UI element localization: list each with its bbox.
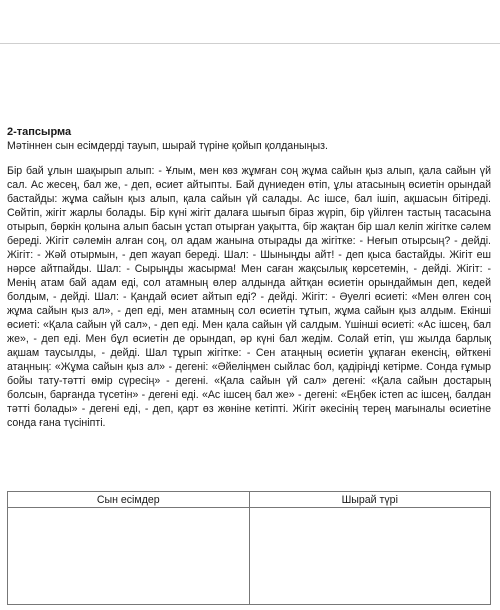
table-header-row [8,492,491,508]
task-instruction: Мәтіннен сын есімдерді тауып, шырай түріне қойып қолданыңыз. [7,140,328,152]
column-header-adjectives: Сын есімдер [8,492,250,508]
top-divider [0,43,500,44]
answer-table [7,491,491,605]
task-document [7,125,491,430]
table-answer-row [8,508,491,605]
degree-answer-cell[interactable] [249,508,491,605]
adjectives-answer-cell[interactable] [8,508,250,605]
task-title: 2-тапсырма [7,126,72,138]
story-text: Бір бай ұлын шақырып алып: - Ұлым, мен көз жұмған соң жұма сайын қыз алып, қала сайын үй сал. Ас жесең, бал же, - деп, өсиет айтыпты. Бай дүниеден өтіп, ұлы атасының өсиетін орындай бастайды: жұма сайын қыз алып, қала сайын үй салады. Ас ішсе, бал ішіп, ақшасын бітіреді. Сөйтіп, жігіт жарлы болады. Бір күні жігіт далаға шығып біраз жүріп, бір үйілген тастың тасасына отырып, бөркін қолына алып басын ұстап отырған уақытта, бір жақтан бір шал келіп жігітке сәлем береді. Жігіт сәлемін алған соң, ол адам жанына отырады да жігітке: - Неғып отырсың? - дейді. Жігіт: - Жәй отырмын, - деп жауап береді. Шал: - Шыныңды айт! - деп қыса бастайды. Жігіт еш нәрсе айтпайды. Шал: - Сырыңды жасырма! Мен саған жақсылық көрсетемін, - дейді. Жігіт: - Менің атам бай адам еді, сол атамның өлер алдында айтқан өсиетін орындаймын деп, кедей болдым, - дейді. Шал: - Қандай өсиет айтып еді? - дейді. Жігіт: - Әуелгі өсиеті: «Мен өлген соң жұма сайын қыз ал», - деп еді, мен атамның сол өсиетін тұтып, жұма сайын қыз алдым. Екінші өсиеті: «Қала сайын үй сал», - деп еді. Мен қала сайын үй салдым. Үшінші өсиеті: «Ас ішсең, бал же», - деп еді. Мен бұл өсиетін де орындап, әр күні бал жедім. Солай етіп, үш жылда барлық ақшам таусылды, - дейді. Шал тұрып жігітке: - Сен атаңның өсиетін ұқпаған екенсің, өйткені атаңның: «Жұма сайын қыз ал» - дегені: «Әйеліңмен сыйлас бол, қадіріңді кетірме. Сонда ғұмыр бойы тату-тәтті өмір сүресің» - дегені. «Қала сайын үй сал» дегені: «Қала сайын достарың болсын, барғанда түсетін» - дегені еді. «Ас ішсең бал же» - дегені: «Еңбек істеп ас ішсең, балдан тәтті болады» - дегені еді, - деп, қарт өз жөніне кетіпті. Жігіт әкесінің терең мағыналы өсиетіне сонда ғана түсініпті. [7,165,491,429]
column-header-degree: Шырай түрі [249,492,491,508]
